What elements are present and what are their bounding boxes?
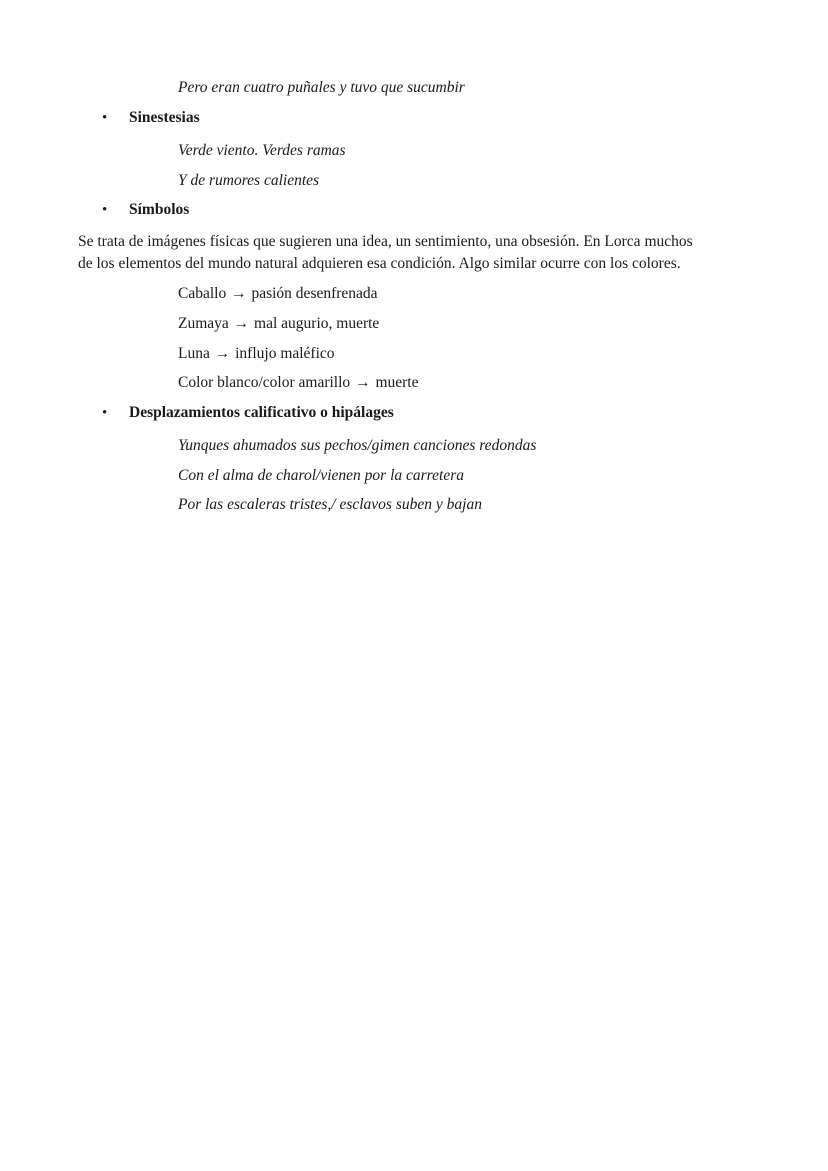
bullet-simbolos: • <box>102 202 108 218</box>
bullet-desplazamientos: • <box>102 405 108 421</box>
simbolos-paragraph <box>78 231 758 275</box>
right-arrow-icon: → <box>233 315 250 332</box>
heading-simbolos: Símbolos <box>129 201 190 218</box>
sinestesias-quote-1: Verde viento. Verdes ramas <box>178 142 346 159</box>
symbol-item <box>178 344 335 364</box>
sinestesias-quote-2: Y de rumores calientes <box>178 172 320 189</box>
symbol-term: Zumaya <box>178 315 229 332</box>
symbol-meaning: pasión desenfrenada <box>251 285 378 302</box>
symbol-meaning: muerte <box>375 374 419 391</box>
symbol-term: Luna <box>178 345 210 362</box>
right-arrow-icon: → <box>231 285 247 302</box>
intro-quote: Pero eran cuatro puñales y tuvo que sucumbir <box>178 79 465 96</box>
right-arrow-icon: → <box>214 345 231 362</box>
symbol-term: Caballo <box>178 285 227 302</box>
symbol-item <box>178 373 418 393</box>
heading-sinestesias: Sinestesias <box>129 109 200 126</box>
bullet-sinestesias: • <box>102 110 108 126</box>
symbol-item <box>178 314 379 334</box>
heading-desplazamientos: Desplazamientos calificativo o hipálages <box>129 404 394 421</box>
desplazamientos-quote-2: Con el alma de charol/vienen por la carretera <box>178 467 464 484</box>
symbol-meaning: influjo maléfico <box>235 345 335 362</box>
simbolos-paragraph-line-2: de los elementos del mundo natural adquieren esa condición. Algo similar ocurre con los colores. <box>78 255 681 272</box>
symbol-meaning: mal augurio, muerte <box>254 315 380 332</box>
desplazamientos-quote-3: Por las escaleras tristes,/ esclavos suben y bajan <box>178 496 482 513</box>
symbol-term: Color blanco/color amarillo <box>178 374 351 391</box>
right-arrow-icon: → <box>355 374 371 391</box>
simbolos-paragraph-line-1: Se trata de imágenes físicas que sugieren una idea, un sentimiento, una obsesión. En Lorca muchos <box>78 233 693 250</box>
desplazamientos-quote-1: Yunques ahumados sus pechos/gimen canciones redondas <box>178 437 537 454</box>
symbol-item <box>178 284 378 304</box>
